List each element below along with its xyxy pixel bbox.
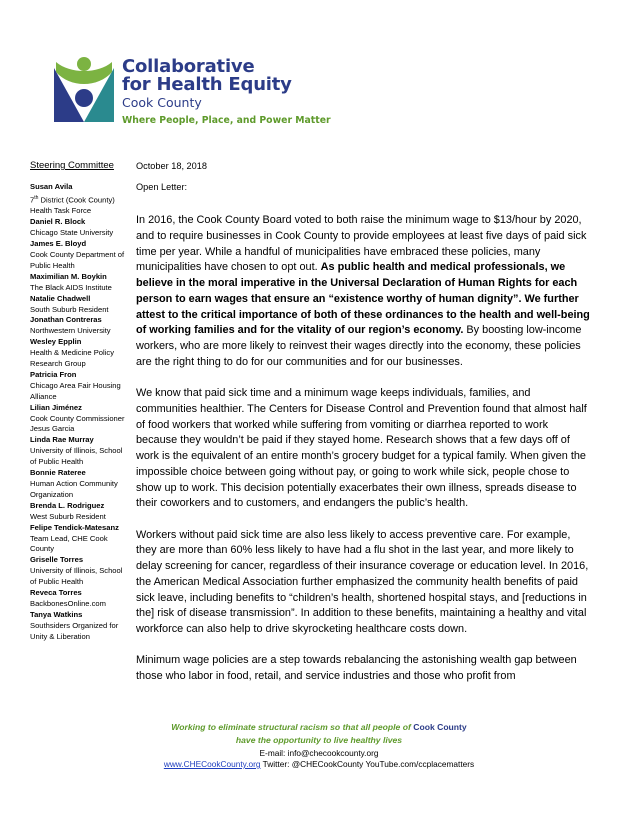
committee-member-name: Reveca Torres [30,588,82,598]
twitter-handle: Twitter: @CHECookCounty [260,759,364,769]
committee-member-name: Tanya Watkins [30,609,83,619]
committee-member-name: Lilian Jiménez [30,402,82,412]
affiliation-text: Southsiders Organized for Unity & Liberation [30,620,119,641]
committee-member-name: Felipe Tendick-Matesanz [30,522,119,532]
affiliation-text: Health & Medicine Policy Research Group [30,348,114,369]
affiliation-text: Cook County Department of Public Health [30,249,125,270]
logo-title-line2: for Health Equity [122,74,292,95]
paragraph-4: Minimum wage policies are a step towards rebalancing the astonishing wealth gap between those who labor in food, retail, and service industries and those who profit from [136,654,577,682]
committee-member [30,315,130,337]
affiliation-text: University of Illinois, School of Public Health [30,566,123,587]
footer-mission-county: Cook County [413,722,467,732]
affiliation-text: University of Illinois, School of Public Health [30,446,123,467]
letter-footer [0,721,638,770]
committee-member [30,501,130,523]
paragraph-1 [136,213,590,371]
committee-member-name: Patricia Fron [30,369,77,379]
committee-member [30,370,130,403]
letter-body [136,160,590,685]
logo-subtitle: Cook County [122,95,202,110]
committee-member-name: Wesley Epplin [30,337,82,347]
committee-member [30,217,130,239]
youtube-channel: YouTube.com/ccplacematters [363,759,475,769]
committee-member-affiliation [30,305,130,316]
committee-member [30,523,130,556]
committee-member-affiliation [30,566,130,588]
committee-member-affiliation [30,414,130,436]
paragraph-1-closing: By boosting low-income workers, who are more likely to reinvest their wages directly into the economy, these policies are the right thing to do for our communities and for our businesses. [136,324,582,368]
committee-member-name: Susan Avila [30,182,73,191]
affiliation-prefix: 7 [30,195,35,205]
committee-member-affiliation [30,621,130,643]
committee-member [30,468,130,501]
committee-member-affiliation [30,250,130,272]
committee-member [30,435,130,468]
affiliation-text: South Suburb Resident [30,304,109,314]
committee-member [30,294,130,316]
paragraph-1-statement: As public health and medical professionals, we believe in the moral imperative in the Universal Declaration of Human Rights for each person to earn wages that ensure an “existence worthy of human dignity”. We further attest to the critical importance of both of these ordinances to the health and well-being of working families and for the vitality of our region’s economy. [136,261,590,337]
committee-member-list [30,182,130,643]
affiliation-text: Chicago Area Fair Housing Alliance [30,380,121,401]
logo-tagline: Where People, Place, and Power Matter [122,115,331,126]
footer-links [0,759,638,770]
organization-logo [52,52,342,128]
committee-member-name: Brenda L. Rodriguez [30,500,105,510]
letter-salutation: Open Letter: [136,182,188,192]
affiliation-text: Chicago State University [30,228,114,238]
committee-member [30,403,130,436]
committee-member-affiliation [30,381,130,403]
committee-member-name: Griselle Torres [30,555,84,565]
paragraph-2: We know that paid sick time and a minimum wage keeps individuals, families, and communities healthier. The Centers for Disease Control and Prevention found that almost half of food workers that worked while suffering from vomiting or diarrhea reported to work because they wouldn’t be paid if they stayed home. Research shows that a few days off of work is the equivalent of an entire month’s grocery budget for a typical family. When given the impossible choice between going without pay, or going to work while sick, people chose to show up to work. This decision potentially exacerbates their own illness, spreads disease to their coworkers and to customers, and endangers the public’s health. [136,387,587,510]
logo-title-line1: Collaborative [122,56,255,77]
logo-text [122,58,331,128]
committee-member-name: James E. Bloyd [30,239,87,249]
affiliation-text: BackbonesOnline.com [30,598,106,608]
committee-member-name: Maximilian M. Boykin [30,271,107,281]
affiliation-text: The Black AIDS Institute [30,282,112,292]
committee-member-affiliation [30,599,130,610]
committee-member [30,337,130,370]
affiliation-text: Human Action Community Organization [30,479,118,499]
committee-member-name: Jonathan Contreras [30,315,102,325]
committee-member [30,239,130,272]
committee-member-name: Natalie Chadwell [30,293,91,303]
paragraph-1-intro: In 2016, the Cook County Board voted to both raise the minimum wage to $13/hour by 2020, and to require businesses in Cook County to provide employees at least five days of paid sick time per year. While a handful of municipalities have embraced these policies, many municipalities have chosen to opt out. [136,214,587,274]
committee-member-affiliation [30,326,130,337]
committee-member [30,555,130,588]
committee-member [30,182,130,217]
affiliation-text: Cook County Commissioner Jesus Garcia [30,413,125,434]
committee-member-name: Linda Rae Murray [30,435,94,445]
affiliation-text: District (Cook County) Health Task Force [30,195,115,216]
committee-member-affiliation [30,446,130,468]
affiliation-text: Northwestern University [30,326,111,336]
footer-mission-line1 [0,721,638,734]
committee-member-affiliation [30,348,130,370]
committee-member [30,588,130,610]
paragraph-3: Workers without paid sick time are also less likely to access preventive care. For example, they are more than 60% less likely to have had a flu shot in the last year, and more likely to delay screening for cancer, regardless of their insurance coverage or education level. In 2016, the American Medical Association further emphasized the community health benefits of paid sick leave, including benefits to “children’s health, shortened hospital stays, and [reductions in the] risk of disease transmission”. In addition to these benefits, maintaining a healthy and vital workforce can also help to drive skyrocketing healthcare costs down. [136,528,589,635]
committee-member-affiliation [30,228,130,239]
committee-member [30,610,130,643]
committee-member-affiliation [30,283,130,294]
health-equity-logo-icon [52,54,116,124]
letter-date: October 18, 2018 [136,161,207,171]
committee-member-affiliation [30,479,130,501]
committee-member-affiliation [30,534,130,556]
footer-mission-text: Working to eliminate structural racism so that all people of [171,722,414,732]
website-link[interactable]: www.CHECookCounty.org [163,759,261,769]
steering-committee-sidebar [30,160,130,643]
committee-member-affiliation [30,512,130,523]
committee-member-name: Bonnie Rateree [30,468,86,478]
steering-committee-title: Steering Committee [30,160,114,171]
affiliation-superscript: th [34,194,39,201]
affiliation-text: West Suburb Resident [30,511,106,521]
affiliation-text: Team Lead, CHE Cook County [30,533,108,554]
committee-member [30,272,130,294]
committee-member-name: Daniel R. Block [30,217,86,227]
committee-member-affiliation [30,193,130,217]
footer-email: E-mail: info@checookcounty.org [259,748,379,758]
footer-mission-line2: have the opportunity to live healthy lives [235,735,403,745]
